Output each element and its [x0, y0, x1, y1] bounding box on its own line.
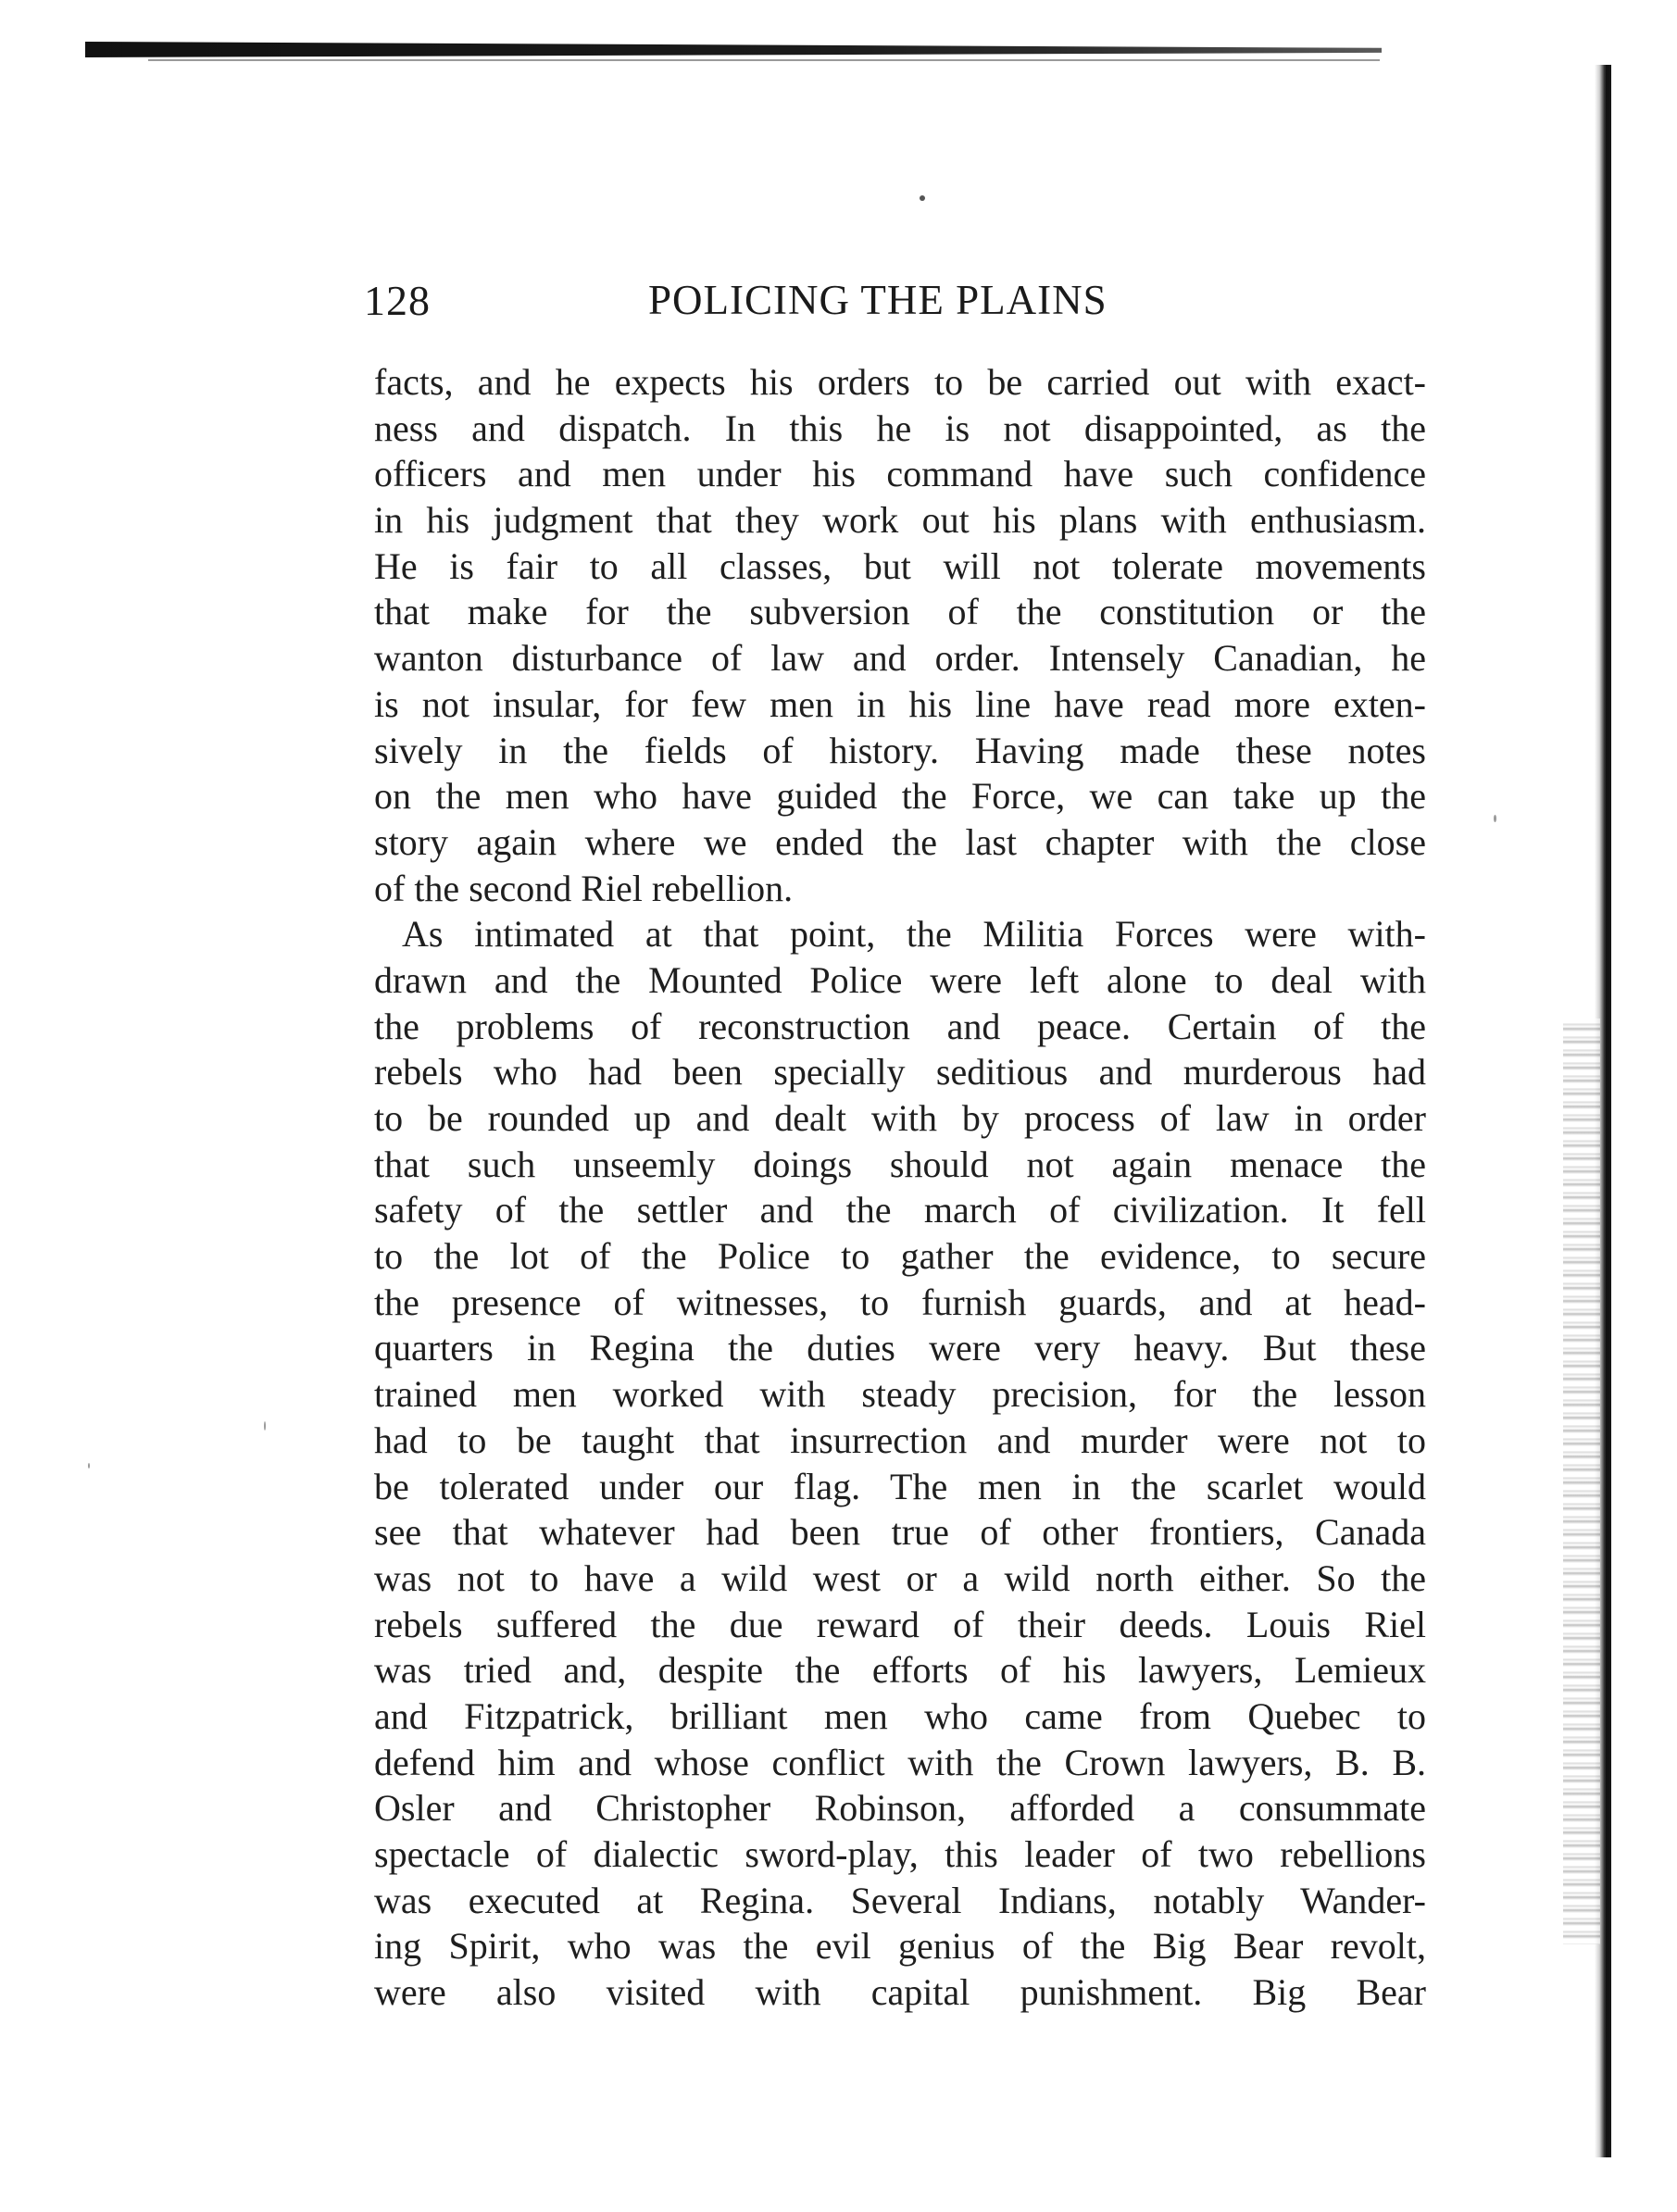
text-line: spectacle of dialectic sword-play, this leader of two rebellions — [374, 1833, 1426, 1875]
text-line: be tolerated under our flag. The men in the scarlet would — [374, 1465, 1426, 1507]
text-line: that make for the subversion of the constitution or the — [374, 591, 1426, 633]
text-line: in his judgment that they work out his plans with enthusiasm. — [374, 499, 1426, 542]
text-line: officers and men under his command have such confidence — [374, 453, 1426, 495]
paragraph-1 — [374, 359, 1426, 911]
text-line: and Fitzpatrick, brilliant men who came from Quebec to — [374, 1694, 1426, 1737]
text-line: safety of the settler and the march of civilization. It fell — [374, 1189, 1426, 1231]
text-line: ness and dispatch. In this he is not disappointed, as the — [374, 406, 1426, 449]
text-line: that such unseemly doings should not again menace the — [374, 1143, 1426, 1185]
paragraph-2 — [374, 911, 1426, 2016]
top-scan-rule-thin — [148, 59, 1380, 61]
text-line: Osler and Christopher Robinson, afforded a consummate — [374, 1787, 1426, 1830]
scanned-page-edge-spine — [1606, 65, 1609, 2157]
text-line: the presence of witnesses, to furnish guards, and at head- — [374, 1281, 1426, 1323]
text-line: ing Spirit, who was the evil genius of the Big Bear revolt, — [374, 1925, 1426, 1968]
text-line: the problems of reconstruction and peace. Certain of the — [374, 1005, 1426, 1047]
text-line: drawn and the Mounted Police were left alone to deal with — [374, 958, 1426, 1001]
text-line: He is fair to all classes, but will not tolerate movements — [374, 544, 1426, 587]
scanned-page-edge-texture — [1563, 1019, 1600, 1944]
text-line: facts, and he expects his orders to be carried out with exact- — [374, 361, 1426, 403]
text-line: were also visited with capital punishment. Big Bear — [374, 1971, 1426, 2014]
text-line: was not to have a wild west or a wild north either. So the — [374, 1556, 1426, 1599]
running-head-title: POLICING THE PLAINS — [648, 277, 1108, 323]
text-line: sively in the fields of history. Having made these notes — [374, 729, 1426, 771]
text-line: see that whatever had been true of other frontiers, Canada — [374, 1511, 1426, 1554]
text-line: to be rounded up and dealt with by process of law in order — [374, 1097, 1426, 1139]
scan-speck — [88, 1463, 90, 1468]
text-line: was tried and, despite the efforts of his lawyers, Lemieux — [374, 1649, 1426, 1692]
text-line: quarters in Regina the duties were very heavy. But these — [374, 1327, 1426, 1369]
page-number: 128 — [364, 277, 431, 324]
text-line: had to be taught that insurrection and murder were not to — [374, 1418, 1426, 1461]
text-line: is not insular, for few men in his line have read more exten- — [374, 682, 1426, 725]
text-line: rebels suffered the due reward of their deeds. Louis Riel — [374, 1603, 1426, 1645]
text-line: story again where we ended the last chapter with the close — [374, 820, 1426, 863]
print-speck — [920, 195, 925, 201]
text-line: on the men who have guided the Force, we can take up the — [374, 775, 1426, 818]
text-line: wanton disturbance of law and order. Intensely Canadian, he — [374, 637, 1426, 680]
body-text — [374, 359, 1426, 2016]
text-line: defend him and whose conflict with the Crown lawyers, B. B. — [374, 1741, 1426, 1783]
scan-speck — [264, 1421, 266, 1431]
text-line: rebels who had been specially seditious and murderous had — [374, 1051, 1426, 1094]
text-line: to the lot of the Police to gather the evidence, to secure — [374, 1235, 1426, 1278]
top-scan-rule — [85, 42, 1382, 57]
text-line: of the second Riel rebellion. — [374, 867, 794, 909]
text-line: was executed at Regina. Several Indians, notably Wander- — [374, 1879, 1426, 1921]
text-line: As intimated at that point, the Militia Forces were with- — [402, 913, 1426, 956]
text-line: trained men worked with steady precision, for the lesson — [374, 1373, 1426, 1416]
scan-speck — [1494, 815, 1496, 822]
